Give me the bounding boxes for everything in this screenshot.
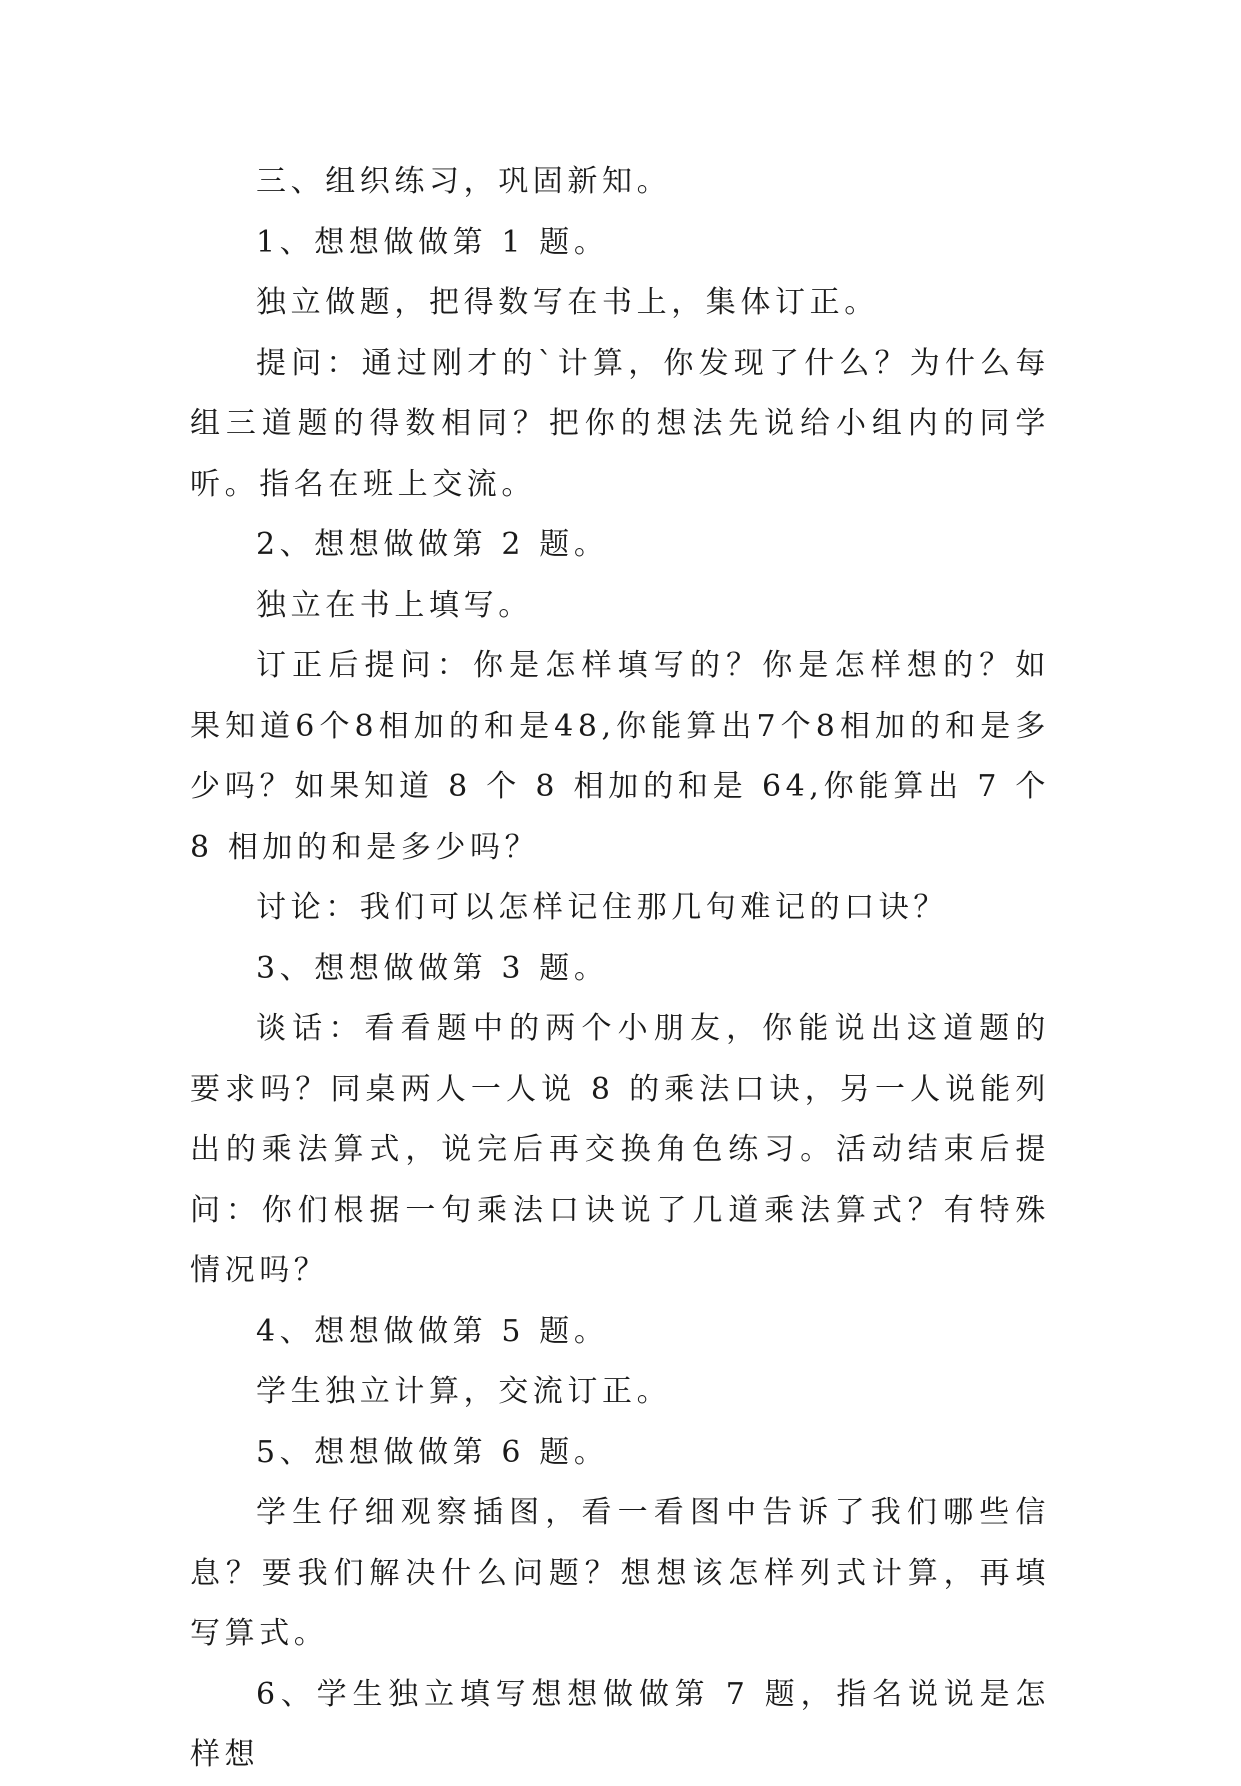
paragraph: 提问：通过刚才的`计算，你发现了什么？为什么每组三道题的得数相同？把你的想法先说给小组内的同学听。指名在班上交流。 [190,345,1050,502]
exercise-item: 4、想想做做第 5 题。 [256,1313,609,1349]
paragraph: 独立做题，把得数写在书上，集体订正。 [256,285,879,320]
paragraph: 学生仔细观察插图，看一看图中告诉了我们哪些信息？要我们解决什么问题？想想该怎样列式计算，再填写算式。 [190,1495,1050,1651]
exercise-item: 3、想想做做第 3 题。 [256,950,609,986]
exercise-item: 6、学生独立填写想想做做第 7 题，指名说说是怎样想 [190,1676,1050,1772]
document-body [190,152,1065,1786]
section-heading: 三、组织练习，巩固新知。 [256,164,672,199]
paragraph: 学生独立计算，交流订正。 [256,1374,672,1409]
paragraph: 讨论：我们可以怎样记住那几句难记的口诀？ [256,890,948,925]
paragraph: 独立在书上填写。 [256,587,533,623]
exercise-item: 1、想想做做第 1 题。 [256,224,609,260]
exercise-item: 2、想想做做第 2 题。 [256,527,609,562]
paragraph: 订正后提问：你是怎样填写的？你是怎样想的？如果知道6个8相加的和是48,你能算出7个8相加的和是多少吗？如果知道 8 个 8 相加的和是 64,你能算出 7 个 8 相加的和是多少吗？ [190,648,1065,865]
paragraph: 谈话：看看题中的两个小朋友，你能说出这道题的要求吗？同桌两人一人说 8 的乘法口诀，另一人说能列出的乘法算式，说完后再交换角色练习。活动结束后提问：你们根据一句乘法口诀说了几道乘法算式？有特殊情况吗？ [190,1011,1050,1288]
exercise-item: 5、想想做做第 6 题。 [256,1434,609,1470]
